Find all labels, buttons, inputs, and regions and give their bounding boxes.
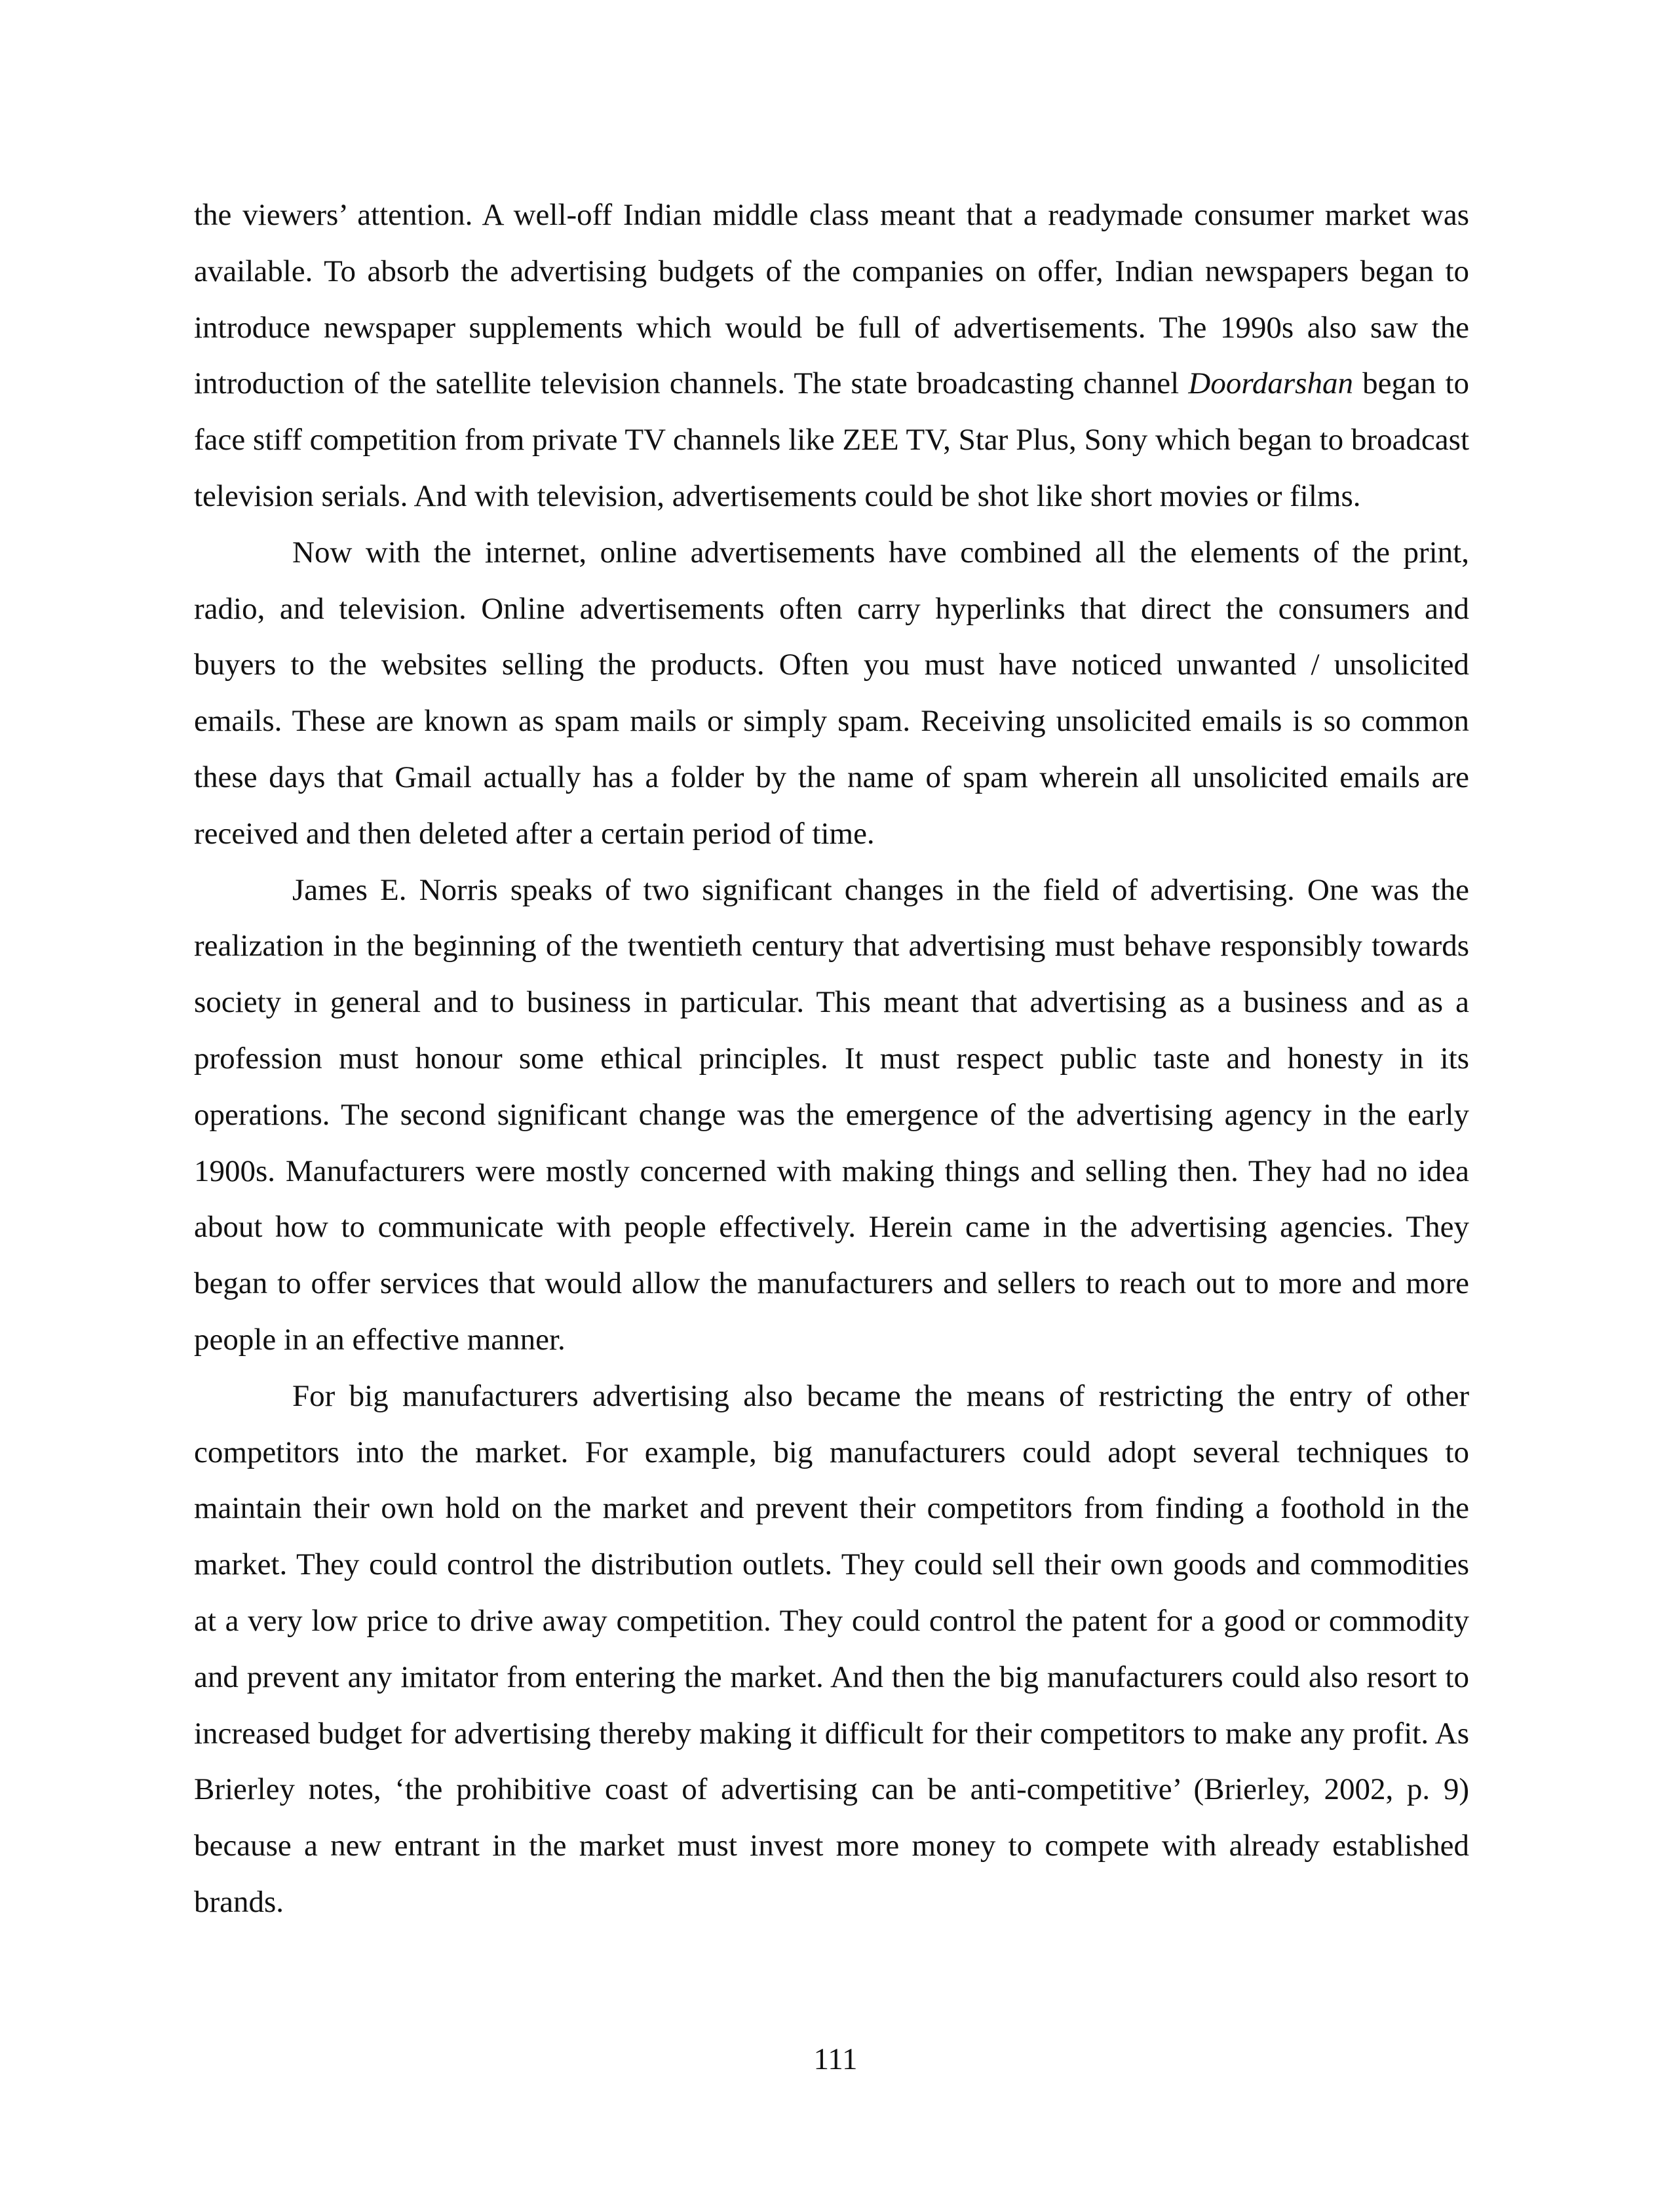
paragraph-text-segment: the viewers’ attention. A well-off Indian middle class meant that a readymade consumer market was available. To absorb the advertising budgets of the companies on offer, Indian newspapers began to introduce newspaper supplements which would be full of advertisements. The 1990s also saw the introduction of the satellite television channels. The state broadcasting channel <box>194 198 1469 401</box>
paragraph-text-segment: began to face stiff competition from private TV channels like ZEE TV, Star Plus, Sony which began to broadcast television serials. And with television, advertisements could be shot like short movies or films. <box>194 366 1469 513</box>
paragraph-satellite-tv <box>194 187 1469 525</box>
paragraph-big-manufacturers: For big manufacturers advertising also became the means of restricting the entry of other competitors into the market. For example, big manufacturers could adopt several techniques to maintain their own hold on the market and prevent their competitors from finding a foothold in the market. They could control the distribution outlets. They could sell their own goods and commodities at a very low price to drive away competition. They could control the patent for a good or commodity and prevent any imitator from entering the market. And then the big manufacturers could also resort to increased budget for advertising thereby making it difficult for their competitors to make any profit. As Brierley notes, ‘the prohibitive coast of advertising can be anti-competitive’ (Brierley, 2002, p. 9) because a new entrant in the market must invest more money to compete with already established brands. <box>194 1378 1469 1919</box>
paragraph-online-ads: Now with the internet, online advertisements have combined all the elements of the print, radio, and television. Online advertisements often carry hyperlinks that direct the consumers and buyers to the websites selling the products. Often you must have noticed unwanted / unsolicited emails. These are known as spam mails or simply spam. Receiving unsolicited emails is so common these days that Gmail actually has a folder by the name of spam wherein all unsolicited emails are received and then deleted after a certain period of time. <box>194 535 1469 851</box>
page-number: 111 <box>813 2042 858 2076</box>
italic-channel-name: Doordarshan <box>1188 366 1353 401</box>
page-body <box>194 187 1469 1931</box>
paragraph-norris-changes: James E. Norris speaks of two significant changes in the field of advertising. One was the realization in the beginning of the twentieth century that advertising must behave responsibly towards society in general and to business in particular. This meant that advertising as a business and as a profession must honour some ethical principles. It must respect public taste and honesty in its operations. The second significant change was the emergence of the advertising agency in the early 1900s. Manufacturers were mostly concerned with making things and selling then. They had no idea about how to communicate with people effectively. Herein came in the advertising agencies. They began to offer services that would allow the manufacturers and sellers to reach out to more and more people in an effective manner. <box>194 872 1469 1357</box>
